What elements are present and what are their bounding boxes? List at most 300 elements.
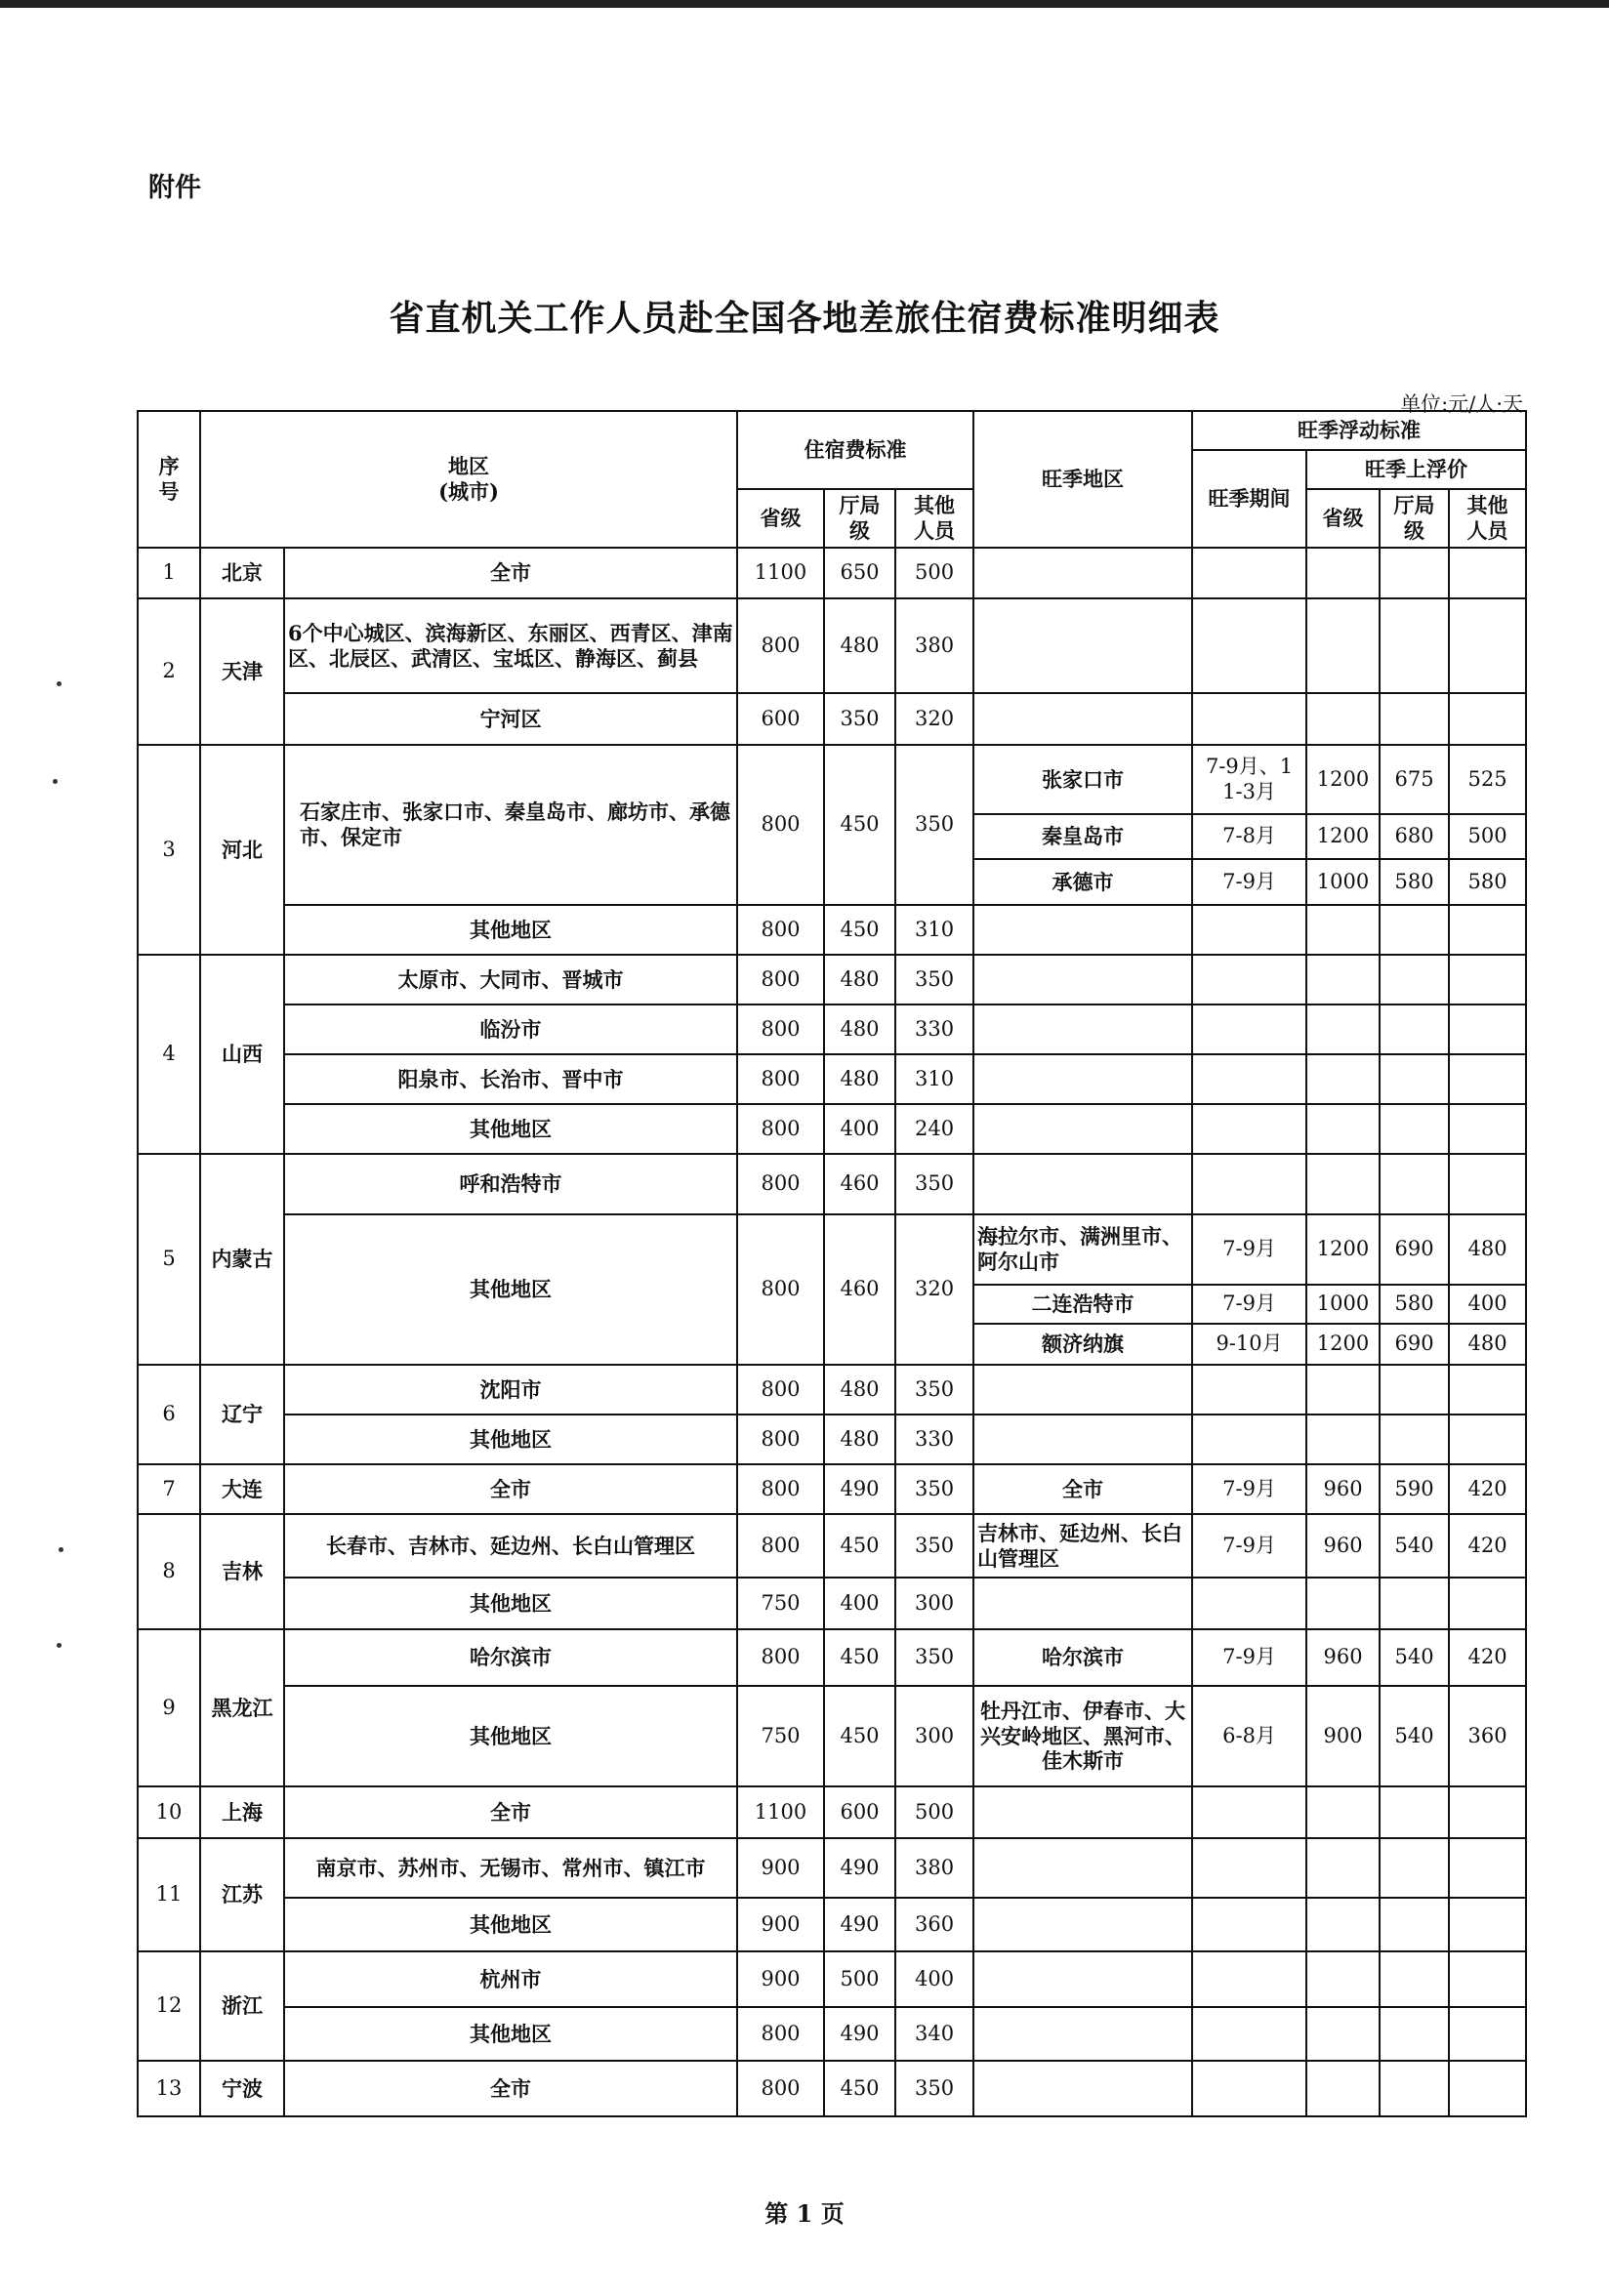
peak-bureau-cell: 580 <box>1380 1285 1449 1324</box>
seq-cell: 6 <box>138 1365 200 1464</box>
empty-cell <box>1380 1838 1449 1898</box>
province-cell: 北京 <box>200 548 284 598</box>
table-row <box>138 548 1526 598</box>
others-cell: 310 <box>895 1054 973 1104</box>
scan-speck <box>59 1547 63 1552</box>
peak-provincial-cell: 960 <box>1306 1629 1380 1686</box>
empty-cell <box>973 598 1192 693</box>
empty-cell <box>1306 693 1380 745</box>
seq-cell: 4 <box>138 955 200 1154</box>
empty-cell <box>973 548 1192 598</box>
empty-cell <box>1192 1578 1306 1629</box>
empty-cell <box>1306 1054 1380 1104</box>
peak-provincial-cell: 960 <box>1306 1464 1380 1514</box>
peak-others-cell: 420 <box>1449 1629 1526 1686</box>
peak-provincial-cell: 1200 <box>1306 814 1380 859</box>
peak-region-cell: 承德市 <box>973 859 1192 905</box>
provincial-cell: 800 <box>737 1154 824 1214</box>
peak-others-cell: 480 <box>1449 1324 1526 1365</box>
area-cell: 南京市、苏州市、无锡市、常州市、镇江市 <box>284 1838 737 1898</box>
empty-cell <box>1449 1365 1526 1414</box>
bureau-cell: 460 <box>824 1214 895 1365</box>
empty-cell <box>973 1154 1192 1214</box>
empty-cell <box>1192 1054 1306 1104</box>
others-cell: 240 <box>895 1104 973 1154</box>
empty-cell <box>1306 598 1380 693</box>
empty-cell <box>1380 598 1449 693</box>
table-row <box>138 1951 1526 2007</box>
table-row <box>138 745 1526 814</box>
empty-cell <box>1306 905 1380 955</box>
seq-cell: 7 <box>138 1464 200 1514</box>
peak-period-cell: 7-9月 <box>1192 1285 1306 1324</box>
empty-cell <box>1306 1365 1380 1414</box>
peak-bureau-cell: 690 <box>1380 1214 1449 1285</box>
empty-cell <box>973 2007 1192 2061</box>
seq-cell: 11 <box>138 1838 200 1951</box>
provincial-cell: 800 <box>737 905 824 955</box>
empty-cell <box>1380 1898 1449 1951</box>
header-peak-period: 旺季期间 <box>1192 450 1306 548</box>
province-cell: 内蒙古 <box>200 1154 284 1365</box>
header-provincial: 省级 <box>737 489 824 548</box>
bureau-cell: 480 <box>824 598 895 693</box>
header-bureau: 厅局级 <box>824 489 895 548</box>
empty-cell <box>973 905 1192 955</box>
area-cell: 全市 <box>284 1786 737 1838</box>
empty-cell <box>1380 955 1449 1004</box>
area-cell: 其他地区 <box>284 2007 737 2061</box>
others-cell: 380 <box>895 598 973 693</box>
area-cell: 其他地区 <box>284 905 737 955</box>
peak-others-cell: 360 <box>1449 1686 1526 1786</box>
table-row <box>138 1578 1526 1629</box>
bureau-cell: 450 <box>824 1629 895 1686</box>
provincial-cell: 800 <box>737 2007 824 2061</box>
empty-cell <box>1380 2007 1449 2061</box>
peak-period-cell: 7-8月 <box>1192 814 1306 859</box>
empty-cell <box>1380 1578 1449 1629</box>
peak-region-cell: 全市 <box>973 1464 1192 1514</box>
provincial-cell: 800 <box>737 598 824 693</box>
provincial-cell: 800 <box>737 955 824 1004</box>
scan-speck <box>57 1643 62 1648</box>
peak-bureau-cell: 590 <box>1380 1464 1449 1514</box>
others-cell: 350 <box>895 1514 973 1578</box>
peak-bureau-cell: 690 <box>1380 1324 1449 1365</box>
provincial-cell: 800 <box>737 1629 824 1686</box>
empty-cell <box>1449 1838 1526 1898</box>
provincial-cell: 800 <box>737 1004 824 1054</box>
provincial-cell: 900 <box>737 1838 824 1898</box>
peak-provincial-cell: 1200 <box>1306 745 1380 814</box>
empty-cell <box>1306 1898 1380 1951</box>
empty-cell <box>1192 1786 1306 1838</box>
bureau-cell: 650 <box>824 548 895 598</box>
bureau-cell: 600 <box>824 1786 895 1838</box>
empty-cell <box>1380 2061 1449 2116</box>
provincial-cell: 600 <box>737 693 824 745</box>
bureau-cell: 490 <box>824 2007 895 2061</box>
others-cell: 320 <box>895 693 973 745</box>
peak-bureau-cell: 675 <box>1380 745 1449 814</box>
provincial-cell: 800 <box>737 1054 824 1104</box>
others-cell: 320 <box>895 1214 973 1365</box>
bureau-cell: 480 <box>824 1054 895 1104</box>
empty-cell <box>973 1838 1192 1898</box>
empty-cell <box>1449 1951 1526 2007</box>
provincial-cell: 800 <box>737 1464 824 1514</box>
province-cell: 大连 <box>200 1464 284 1514</box>
peak-region-cell: 额济纳旗 <box>973 1324 1192 1365</box>
others-cell: 300 <box>895 1686 973 1786</box>
empty-cell <box>1306 1104 1380 1154</box>
empty-cell <box>973 1578 1192 1629</box>
table-row <box>138 1004 1526 1054</box>
area-cell: 哈尔滨市 <box>284 1629 737 1686</box>
province-cell: 天津 <box>200 598 284 745</box>
empty-cell <box>1449 1898 1526 1951</box>
header-seq: 序号 <box>138 411 200 548</box>
empty-cell <box>1192 955 1306 1004</box>
page-number: 第 1 页 <box>764 2199 845 2228</box>
empty-cell <box>973 1786 1192 1838</box>
table-row <box>138 1629 1526 1686</box>
bureau-cell: 480 <box>824 1365 895 1414</box>
empty-cell <box>973 693 1192 745</box>
empty-cell <box>1306 1786 1380 1838</box>
header-peak-float: 旺季浮动标准 <box>1192 411 1526 450</box>
province-cell: 上海 <box>200 1786 284 1838</box>
bureau-cell: 450 <box>824 2061 895 2116</box>
others-cell: 350 <box>895 955 973 1004</box>
bureau-cell: 400 <box>824 1104 895 1154</box>
peak-region-cell: 海拉尔市、满洲里市、阿尔山市 <box>973 1214 1192 1285</box>
peak-period-cell: 9-10月 <box>1192 1324 1306 1365</box>
bureau-cell: 490 <box>824 1838 895 1898</box>
empty-cell <box>1380 1154 1449 1214</box>
empty-cell <box>1192 548 1306 598</box>
empty-cell <box>1306 1154 1380 1214</box>
peak-others-cell: 420 <box>1449 1464 1526 1514</box>
others-cell: 340 <box>895 2007 973 2061</box>
empty-cell <box>1449 2007 1526 2061</box>
others-cell: 350 <box>895 1464 973 1514</box>
header-peak-region: 旺季地区 <box>973 411 1192 548</box>
seq-cell: 13 <box>138 2061 200 2116</box>
empty-cell <box>973 1365 1192 1414</box>
empty-cell <box>1192 1838 1306 1898</box>
empty-cell <box>1306 1838 1380 1898</box>
bureau-cell: 450 <box>824 1514 895 1578</box>
area-cell: 长春市、吉林市、延边州、长白山管理区 <box>284 1514 737 1578</box>
area-cell: 杭州市 <box>284 1951 737 2007</box>
provincial-cell: 800 <box>737 1514 824 1578</box>
header-peak-others: 其他人员 <box>1449 489 1526 548</box>
provincial-cell: 800 <box>737 1214 824 1365</box>
seq-cell: 9 <box>138 1629 200 1786</box>
empty-cell <box>1449 955 1526 1004</box>
scan-speck <box>57 681 62 686</box>
scan-speck <box>53 779 58 784</box>
peak-bureau-cell: 580 <box>1380 859 1449 905</box>
empty-cell <box>973 2061 1192 2116</box>
empty-cell <box>1306 1951 1380 2007</box>
empty-cell <box>1192 693 1306 745</box>
empty-cell <box>1306 1578 1380 1629</box>
bureau-cell: 490 <box>824 1898 895 1951</box>
table-row <box>138 905 1526 955</box>
others-cell: 360 <box>895 1898 973 1951</box>
area-cell: 太原市、大同市、晋城市 <box>284 955 737 1004</box>
others-cell: 350 <box>895 1365 973 1414</box>
peak-bureau-cell: 540 <box>1380 1514 1449 1578</box>
peak-provincial-cell: 1200 <box>1306 1214 1380 1285</box>
provincial-cell: 750 <box>737 1578 824 1629</box>
empty-cell <box>1192 1104 1306 1154</box>
empty-cell <box>1380 1786 1449 1838</box>
bureau-cell: 500 <box>824 1951 895 2007</box>
peak-others-cell: 420 <box>1449 1514 1526 1578</box>
others-cell: 330 <box>895 1004 973 1054</box>
peak-period-cell: 7-9月 <box>1192 1464 1306 1514</box>
bureau-cell: 490 <box>824 1464 895 1514</box>
seq-cell: 8 <box>138 1514 200 1629</box>
province-cell: 山西 <box>200 955 284 1154</box>
table-row <box>138 1104 1526 1154</box>
provincial-cell: 800 <box>737 1414 824 1464</box>
empty-cell <box>1192 598 1306 693</box>
peak-provincial-cell: 1000 <box>1306 859 1380 905</box>
table-row <box>138 1464 1526 1514</box>
empty-cell <box>1380 1365 1449 1414</box>
empty-cell <box>1192 1898 1306 1951</box>
empty-cell <box>1449 1414 1526 1464</box>
peak-period-cell: 7-9月 <box>1192 1214 1306 1285</box>
empty-cell <box>1449 548 1526 598</box>
empty-cell <box>973 955 1192 1004</box>
peak-period-cell: 6-8月 <box>1192 1686 1306 1786</box>
empty-cell <box>1449 1786 1526 1838</box>
area-cell: 沈阳市 <box>284 1365 737 1414</box>
empty-cell <box>1192 1365 1306 1414</box>
province-cell: 宁波 <box>200 2061 284 2116</box>
peak-provincial-cell: 1000 <box>1306 1285 1380 1324</box>
table-row <box>138 1786 1526 1838</box>
empty-cell <box>1306 955 1380 1004</box>
area-cell: 其他地区 <box>284 1104 737 1154</box>
empty-cell <box>1192 905 1306 955</box>
bureau-cell: 450 <box>824 905 895 955</box>
table-row <box>138 1514 1526 1578</box>
empty-cell <box>1192 1414 1306 1464</box>
peak-provincial-cell: 900 <box>1306 1686 1380 1786</box>
area-cell: 其他地区 <box>284 1898 737 1951</box>
provincial-cell: 800 <box>737 1365 824 1414</box>
table-row <box>138 1838 1526 1898</box>
table-row <box>138 598 1526 693</box>
province-cell: 河北 <box>200 745 284 955</box>
area-cell: 其他地区 <box>284 1686 737 1786</box>
peak-others-cell: 500 <box>1449 814 1526 859</box>
empty-cell <box>1449 1578 1526 1629</box>
provincial-cell: 800 <box>737 745 824 905</box>
table-row <box>138 2007 1526 2061</box>
empty-cell <box>1192 1154 1306 1214</box>
peak-others-cell: 480 <box>1449 1214 1526 1285</box>
empty-cell <box>973 1054 1192 1104</box>
table-row <box>138 693 1526 745</box>
province-cell: 黑龙江 <box>200 1629 284 1786</box>
peak-provincial-cell: 960 <box>1306 1514 1380 1578</box>
table-row <box>138 1054 1526 1104</box>
others-cell: 350 <box>895 1629 973 1686</box>
attachment-label: 附件 <box>148 173 201 203</box>
empty-cell <box>973 1898 1192 1951</box>
others-cell: 380 <box>895 1838 973 1898</box>
provincial-cell: 1100 <box>737 548 824 598</box>
table-row <box>138 1154 1526 1214</box>
area-cell: 全市 <box>284 548 737 598</box>
seq-cell: 12 <box>138 1951 200 2061</box>
empty-cell <box>1380 693 1449 745</box>
provincial-cell: 1100 <box>737 1786 824 1838</box>
peak-bureau-cell: 540 <box>1380 1629 1449 1686</box>
empty-cell <box>1380 1054 1449 1104</box>
others-cell: 500 <box>895 548 973 598</box>
document-title: 省直机关工作人员赴全国各地差旅住宿费标准明细表 <box>389 298 1220 339</box>
area-cell: 其他地区 <box>284 1414 737 1464</box>
area-cell: 宁河区 <box>284 693 737 745</box>
header-peak-provincial: 省级 <box>1306 489 1380 548</box>
empty-cell <box>1449 1154 1526 1214</box>
bureau-cell: 350 <box>824 693 895 745</box>
provincial-cell: 900 <box>737 1898 824 1951</box>
seq-cell: 2 <box>138 598 200 745</box>
empty-cell <box>973 1004 1192 1054</box>
area-cell: 其他地区 <box>284 1214 737 1365</box>
province-cell: 吉林 <box>200 1514 284 1629</box>
area-cell: 临汾市 <box>284 1004 737 1054</box>
others-cell: 400 <box>895 1951 973 2007</box>
others-cell: 500 <box>895 1786 973 1838</box>
provincial-cell: 900 <box>737 1951 824 2007</box>
empty-cell <box>1449 1104 1526 1154</box>
peak-provincial-cell: 1200 <box>1306 1324 1380 1365</box>
empty-cell <box>1192 1951 1306 2007</box>
empty-cell <box>1192 2007 1306 2061</box>
empty-cell <box>1192 1004 1306 1054</box>
header-others: 其他人员 <box>895 489 973 548</box>
peak-period-cell: 7-9月、11-3月 <box>1192 745 1306 814</box>
bureau-cell: 460 <box>824 1154 895 1214</box>
empty-cell <box>1380 1004 1449 1054</box>
area-cell: 呼和浩特市 <box>284 1154 737 1214</box>
table-row <box>138 1214 1526 1285</box>
table-row <box>138 1365 1526 1414</box>
header-region: 地区 (城市) <box>200 411 737 548</box>
peak-region-cell: 秦皇岛市 <box>973 814 1192 859</box>
peak-period-cell: 7-9月 <box>1192 859 1306 905</box>
province-cell: 浙江 <box>200 1951 284 2061</box>
peak-others-cell: 580 <box>1449 859 1526 905</box>
empty-cell <box>1306 548 1380 598</box>
others-cell: 300 <box>895 1578 973 1629</box>
bureau-cell: 400 <box>824 1578 895 1629</box>
area-cell: 其他地区 <box>284 1578 737 1629</box>
table-row <box>138 2061 1526 2116</box>
area-cell: 6个中心城区、滨海新区、东丽区、西青区、津南区、北辰区、武清区、宝坻区、静海区、蓟县 <box>284 598 737 693</box>
others-cell: 330 <box>895 1414 973 1464</box>
bureau-cell: 480 <box>824 1414 895 1464</box>
empty-cell <box>1449 693 1526 745</box>
peak-others-cell: 525 <box>1449 745 1526 814</box>
bureau-cell: 480 <box>824 1004 895 1054</box>
provincial-cell: 750 <box>737 1686 824 1786</box>
peak-region-cell: 二连浩特市 <box>973 1285 1192 1324</box>
header-peak-raise: 旺季上浮价 <box>1306 450 1526 489</box>
empty-cell <box>1306 1414 1380 1464</box>
others-cell: 350 <box>895 1154 973 1214</box>
empty-cell <box>973 1414 1192 1464</box>
seq-cell: 10 <box>138 1786 200 1838</box>
table-header-row <box>138 411 1526 450</box>
area-cell: 全市 <box>284 1464 737 1514</box>
bureau-cell: 450 <box>824 745 895 905</box>
header-lodging-standard: 住宿费标准 <box>737 411 973 489</box>
peak-others-cell: 400 <box>1449 1285 1526 1324</box>
empty-cell <box>1306 2061 1380 2116</box>
empty-cell <box>1380 1951 1449 2007</box>
empty-cell <box>973 1104 1192 1154</box>
lodging-standard-table <box>137 410 1527 2117</box>
empty-cell <box>973 1951 1192 2007</box>
unit-label: 单位:元/人·天 <box>1400 392 1523 416</box>
peak-period-cell: 7-9月 <box>1192 1514 1306 1578</box>
empty-cell <box>1380 905 1449 955</box>
peak-bureau-cell: 680 <box>1380 814 1449 859</box>
empty-cell <box>1306 2007 1380 2061</box>
provincial-cell: 800 <box>737 2061 824 2116</box>
empty-cell <box>1380 548 1449 598</box>
others-cell: 350 <box>895 2061 973 2116</box>
bureau-cell: 450 <box>824 1686 895 1786</box>
others-cell: 310 <box>895 905 973 955</box>
header-peak-bureau: 厅局级 <box>1380 489 1449 548</box>
peak-period-cell: 7-9月 <box>1192 1629 1306 1686</box>
provincial-cell: 800 <box>737 1104 824 1154</box>
scan-top-border <box>0 0 1609 8</box>
seq-cell: 1 <box>138 548 200 598</box>
empty-cell <box>1449 2061 1526 2116</box>
table-row <box>138 1686 1526 1786</box>
area-cell: 石家庄市、张家口市、秦皇岛市、廊坊市、承德市、保定市 <box>284 745 737 905</box>
empty-cell <box>1449 1054 1526 1104</box>
empty-cell <box>1380 1104 1449 1154</box>
peak-region-cell: 牡丹江市、伊春市、大兴安岭地区、黑河市、佳木斯市 <box>973 1686 1192 1786</box>
table-row <box>138 1414 1526 1464</box>
empty-cell <box>1449 905 1526 955</box>
seq-cell: 5 <box>138 1154 200 1365</box>
empty-cell <box>1306 1004 1380 1054</box>
empty-cell <box>1380 1414 1449 1464</box>
peak-region-cell: 张家口市 <box>973 745 1192 814</box>
seq-cell: 3 <box>138 745 200 955</box>
province-cell: 江苏 <box>200 1838 284 1951</box>
bureau-cell: 480 <box>824 955 895 1004</box>
area-cell: 全市 <box>284 2061 737 2116</box>
peak-region-cell: 哈尔滨市 <box>973 1629 1192 1686</box>
